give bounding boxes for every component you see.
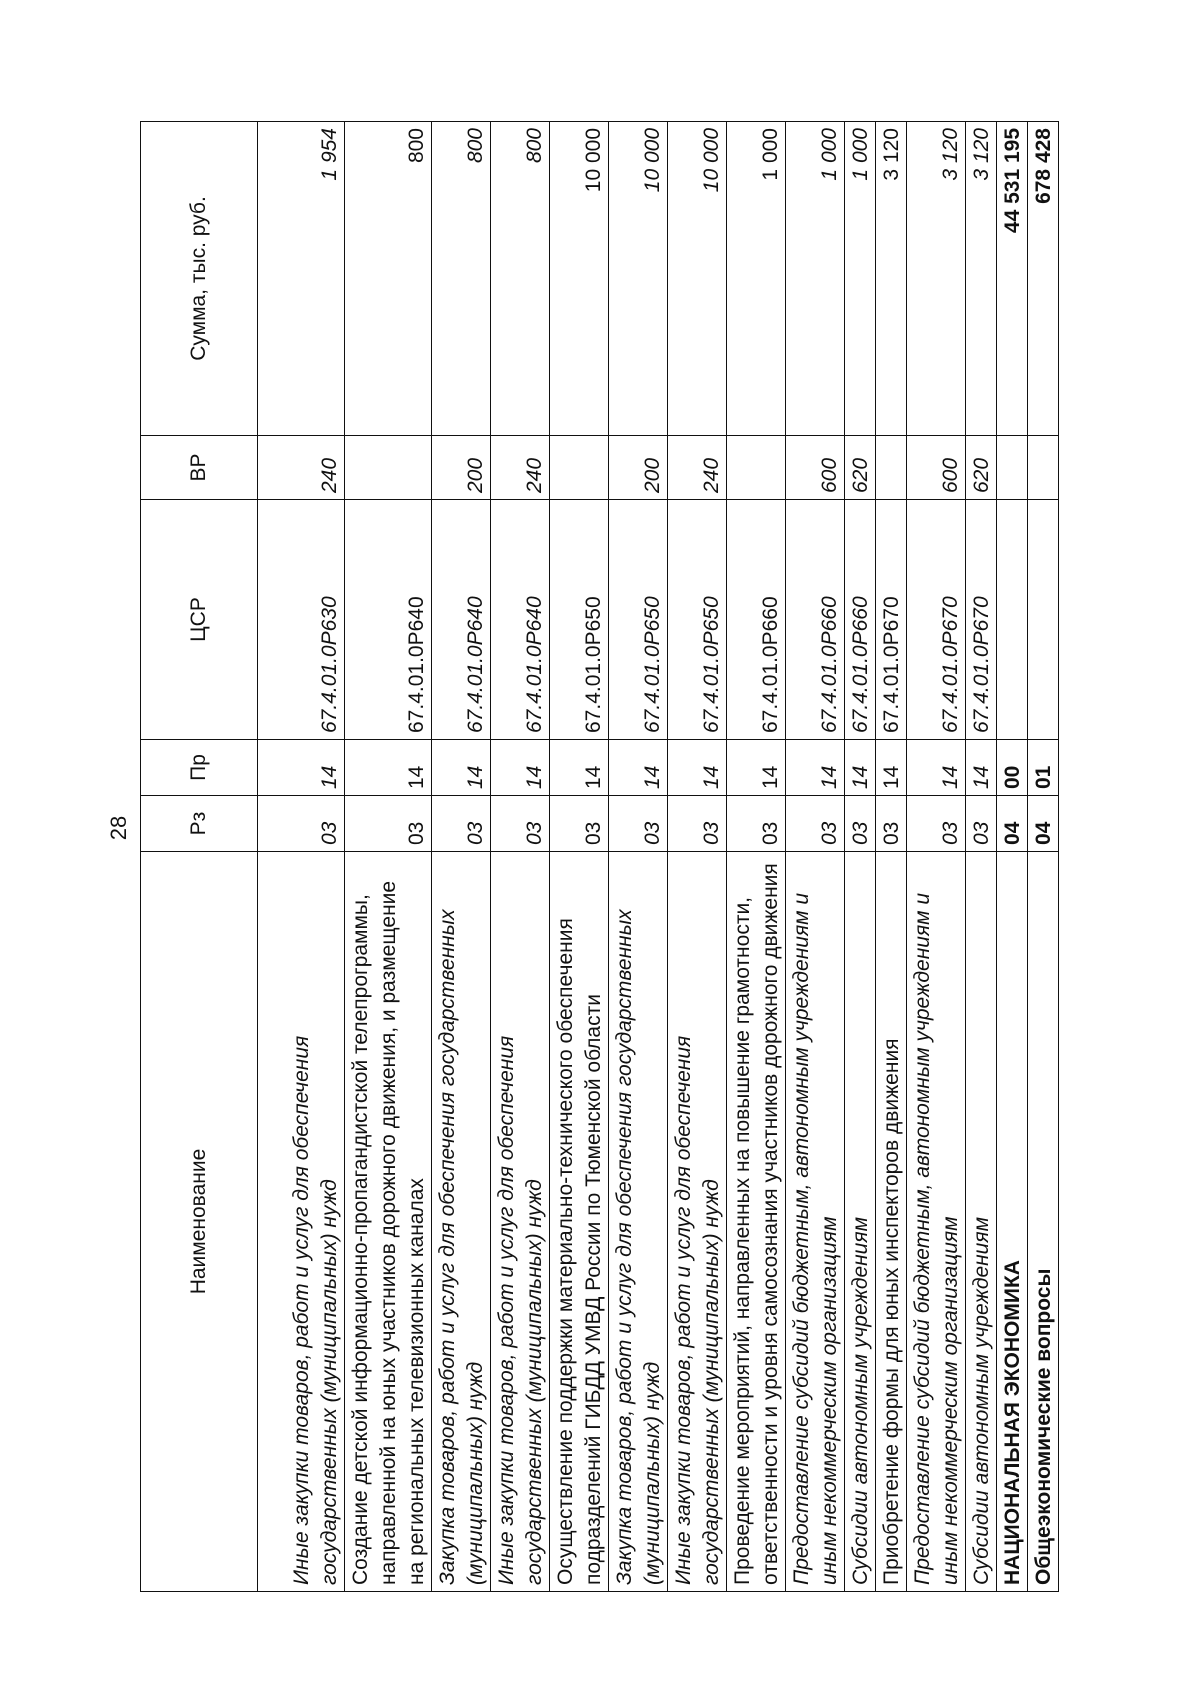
cell-rz: 03 (907, 796, 966, 852)
cell-vr: 240 (491, 436, 550, 500)
cell-sum: 10 000 (550, 122, 609, 436)
cell-name: Приобретение формы для юных инспекторов движения (876, 852, 907, 1592)
cell-csr: 67.4.01.0Р640 (432, 500, 491, 740)
cell-sum: 10 000 (609, 122, 668, 436)
cell-name: Создание детской информационно-пропагандистской телепрограммы, направленной на юных участников дорожного движения, и размещение на региональных телевизионных каналах (345, 852, 432, 1592)
cell-sum: 3 120 (966, 122, 997, 436)
cell-vr (345, 436, 432, 500)
cell-csr: 67.4.01.0Р640 (491, 500, 550, 740)
cell-sum: 800 (491, 122, 550, 436)
cell-sum: 800 (432, 122, 491, 436)
cell-vr: 620 (966, 436, 997, 500)
cell-vr (1028, 436, 1059, 500)
header-csr: ЦСР (141, 500, 258, 740)
cell-name: Иные закупки товаров, работ и услуг для обеспечения государственных (муниципальных) нужд (491, 852, 550, 1592)
cell-vr: 240 (668, 436, 727, 500)
cell-sum: 1 000 (786, 122, 845, 436)
cell-pr: 14 (550, 740, 609, 796)
cell-vr: 620 (845, 436, 876, 500)
cell-pr: 14 (727, 740, 786, 796)
cell-pr: 14 (966, 740, 997, 796)
cell-pr: 14 (258, 740, 345, 796)
cell-csr: 67.4.01.0Р660 (786, 500, 845, 740)
table-row (550, 122, 609, 1592)
table-body (258, 122, 1059, 1592)
cell-rz: 03 (432, 796, 491, 852)
cell-rz: 03 (258, 796, 345, 852)
table-row (966, 122, 997, 1592)
budget-table-container (140, 122, 1060, 1592)
table-row (609, 122, 668, 1592)
cell-name: Осуществление поддержки материально-технического обеспечения подразделений ГИБДД УМВД России по Тюменской области (550, 852, 609, 1592)
cell-vr: 600 (907, 436, 966, 500)
cell-vr: 200 (432, 436, 491, 500)
cell-vr (876, 436, 907, 500)
cell-rz: 03 (966, 796, 997, 852)
header-sum: Сумма, тыс. руб. (141, 122, 258, 436)
cell-name: Закупка товаров, работ и услуг для обеспечения государственных (муниципальных) нужд (609, 852, 668, 1592)
cell-rz: 03 (845, 796, 876, 852)
cell-name: Общеэкономические вопросы (1028, 852, 1059, 1592)
cell-name: Предоставление субсидий бюджетным, автономным учреждениям и иным некоммерческим организациям (786, 852, 845, 1592)
cell-csr: 67.4.01.0Р650 (609, 500, 668, 740)
cell-vr: 240 (258, 436, 345, 500)
cell-sum: 1 954 (258, 122, 345, 436)
cell-rz: 03 (876, 796, 907, 852)
cell-name: Субсидии автономным учреждениям (845, 852, 876, 1592)
cell-sum: 1 000 (845, 122, 876, 436)
cell-pr: 14 (609, 740, 668, 796)
cell-rz: 03 (786, 796, 845, 852)
cell-vr (550, 436, 609, 500)
table-row (491, 122, 550, 1592)
cell-rz: 04 (1028, 796, 1059, 852)
cell-name: Проведение мероприятий, направленных на повышение грамотности, ответственности и уровня самосознания участников дорожного движения (727, 852, 786, 1592)
cell-pr: 14 (907, 740, 966, 796)
cell-pr: 14 (845, 740, 876, 796)
cell-pr: 14 (432, 740, 491, 796)
header-name: Наименование (141, 852, 258, 1592)
cell-rz: 03 (668, 796, 727, 852)
cell-pr: 14 (345, 740, 432, 796)
cell-rz: 04 (997, 796, 1028, 852)
table-row (432, 122, 491, 1592)
cell-sum: 1 000 (727, 122, 786, 436)
cell-csr: 67.4.01.0Р630 (258, 500, 345, 740)
cell-name: Иные закупки товаров, работ и услуг для обеспечения государственных (муниципальных) нужд (258, 852, 345, 1592)
header-pr: Пр (141, 740, 258, 796)
cell-pr: 14 (668, 740, 727, 796)
cell-vr (997, 436, 1028, 500)
cell-sum: 44 531 195 (997, 122, 1028, 436)
cell-pr: 14 (491, 740, 550, 796)
page-number: 28 (106, 815, 131, 841)
cell-csr: 67.4.01.0Р640 (345, 500, 432, 740)
cell-rz: 03 (609, 796, 668, 852)
table-header-row (141, 122, 258, 1592)
table-row (345, 122, 432, 1592)
cell-vr: 200 (609, 436, 668, 500)
cell-name: Субсидии автономным учреждениям (966, 852, 997, 1592)
cell-sum: 10 000 (668, 122, 727, 436)
header-vr: ВР (141, 436, 258, 500)
cell-csr: 67.4.01.0Р660 (845, 500, 876, 740)
cell-name: НАЦИОНАЛЬНАЯ ЭКОНОМИКА (997, 852, 1028, 1592)
table-row (668, 122, 727, 1592)
cell-rz: 03 (491, 796, 550, 852)
cell-sum: 800 (345, 122, 432, 436)
cell-csr (997, 500, 1028, 740)
cell-name: Закупка товаров, работ и услуг для обеспечения государственных (муниципальных) нужд (432, 852, 491, 1592)
budget-table (140, 121, 1059, 1592)
cell-csr: 67.4.01.0Р670 (966, 500, 997, 740)
cell-csr (1028, 500, 1059, 740)
table-row (727, 122, 786, 1592)
table-row (1028, 122, 1059, 1592)
table-row (845, 122, 876, 1592)
cell-pr: 14 (876, 740, 907, 796)
cell-pr: 01 (1028, 740, 1059, 796)
cell-rz: 03 (727, 796, 786, 852)
cell-pr: 14 (786, 740, 845, 796)
table-row (876, 122, 907, 1592)
table-row (786, 122, 845, 1592)
cell-pr: 00 (997, 740, 1028, 796)
table-row (907, 122, 966, 1592)
cell-name: Предоставление субсидий бюджетным, автономным учреждениям и иным некоммерческим организациям (907, 852, 966, 1592)
cell-sum: 3 120 (907, 122, 966, 436)
cell-vr (727, 436, 786, 500)
cell-rz: 03 (550, 796, 609, 852)
cell-csr: 67.4.01.0Р670 (907, 500, 966, 740)
cell-csr: 67.4.01.0Р650 (550, 500, 609, 740)
cell-name: Иные закупки товаров, работ и услуг для обеспечения государственных (муниципальных) нужд (668, 852, 727, 1592)
cell-rz: 03 (345, 796, 432, 852)
table-row (997, 122, 1028, 1592)
cell-csr: 67.4.01.0Р660 (727, 500, 786, 740)
header-rz: Рз (141, 796, 258, 852)
cell-csr: 67.4.01.0Р670 (876, 500, 907, 740)
cell-csr: 67.4.01.0Р650 (668, 500, 727, 740)
table-row (258, 122, 345, 1592)
cell-sum: 678 428 (1028, 122, 1059, 436)
cell-sum: 3 120 (876, 122, 907, 436)
cell-vr: 600 (786, 436, 845, 500)
